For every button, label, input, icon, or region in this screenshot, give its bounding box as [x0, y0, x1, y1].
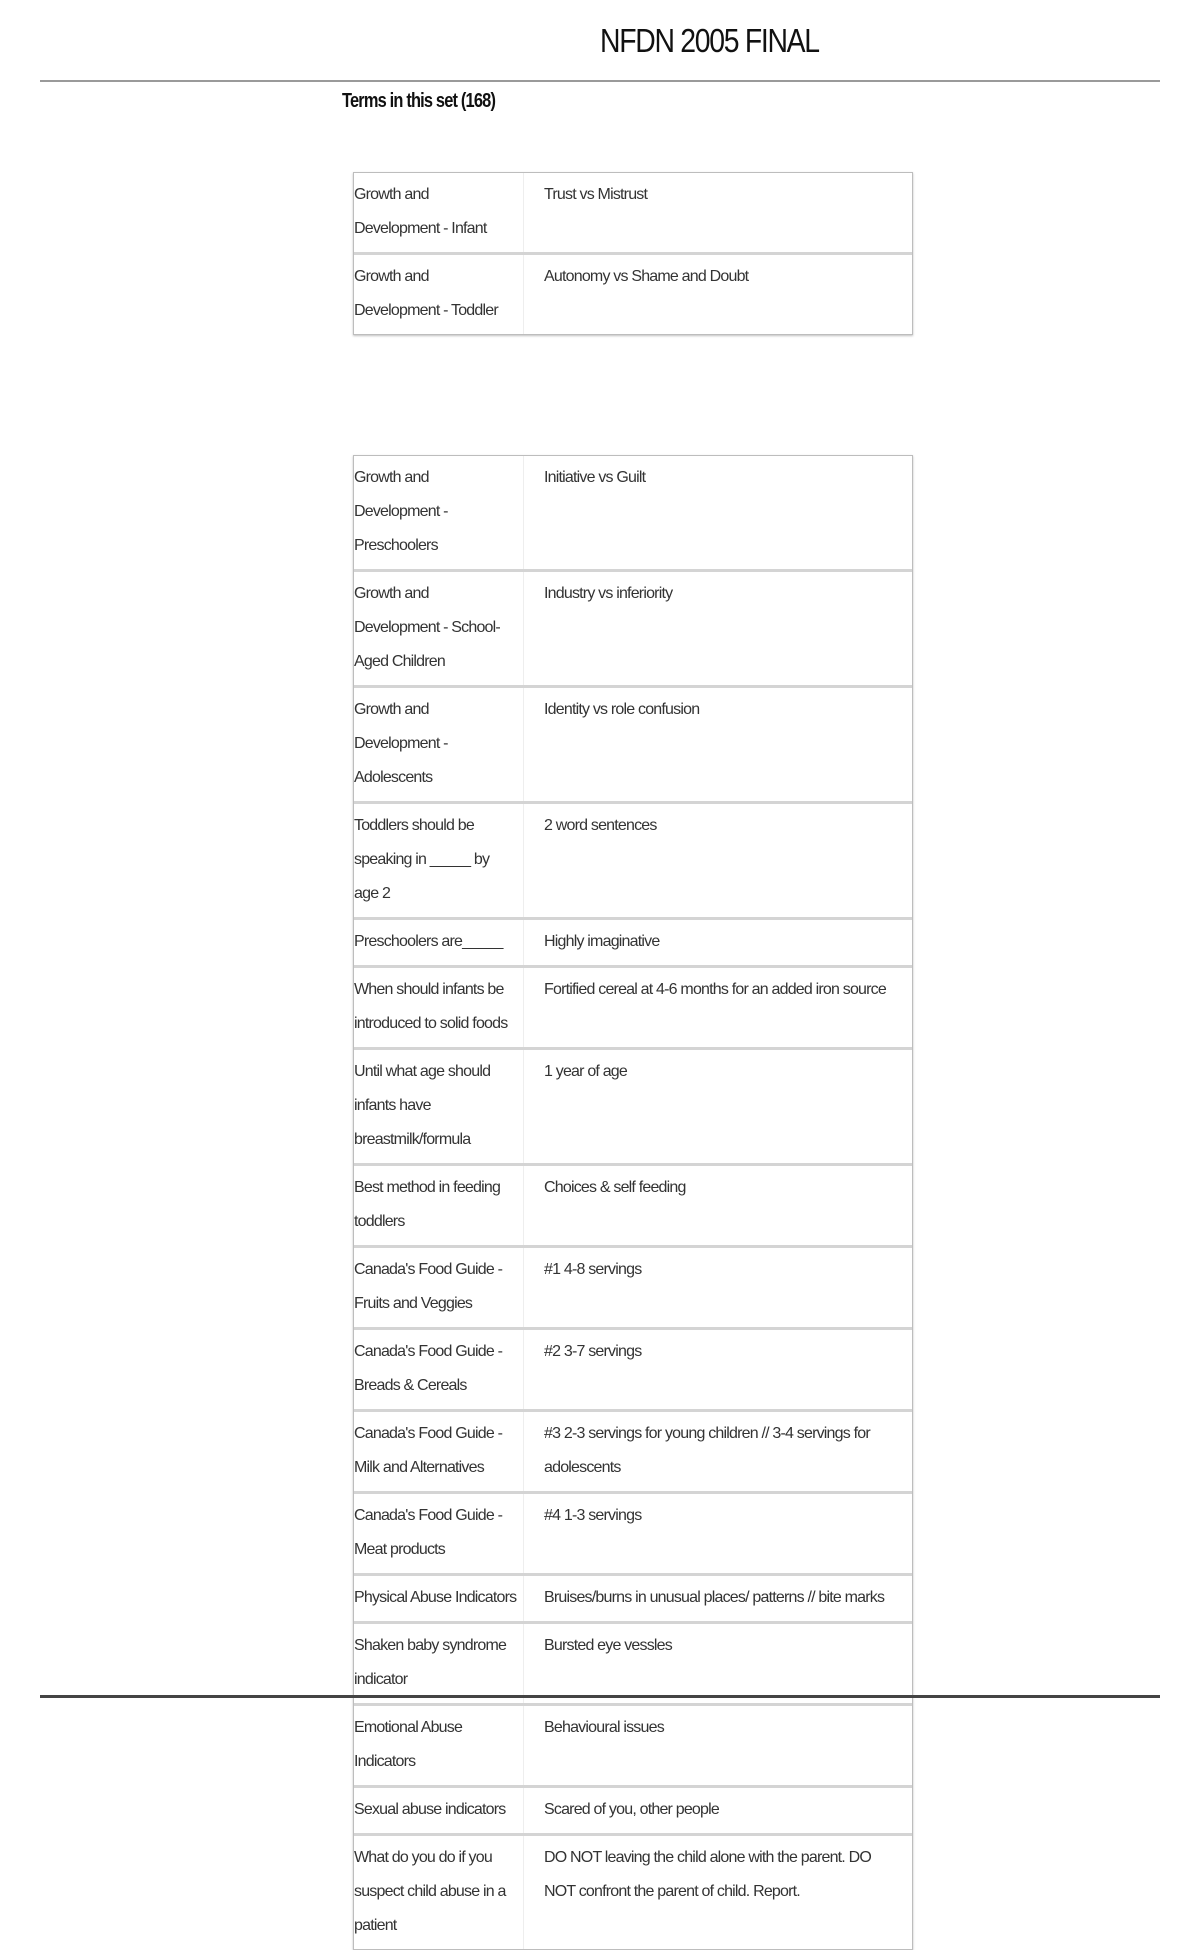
term-text: Canada's Food Guide - Meat products — [354, 1494, 524, 1573]
term-row — [354, 1836, 912, 1949]
term-row — [354, 688, 912, 804]
term-text: Toddlers should be speaking in _____ by age 2 — [354, 804, 524, 917]
definition-text: Trust vs Mistrust — [544, 186, 648, 203]
term-row — [354, 1788, 912, 1836]
term-text: When should infants be introduced to solid foods — [354, 968, 524, 1047]
term-row — [354, 1576, 912, 1624]
definition-text: Behavioural issues — [544, 1719, 664, 1736]
definition-text: Bruises/burns in unusual places/ patterns // bite marks — [544, 1589, 885, 1606]
definition-text: #1 4-8 servings — [544, 1261, 642, 1278]
term-text: Shaken baby syndrome indicator — [354, 1624, 524, 1703]
definition-text: Industry vs inferiority — [544, 585, 673, 602]
definition-text: #2 3-7 servings — [544, 1343, 642, 1360]
set-heading: Terms in this set (168) — [342, 90, 496, 112]
definition-text: 2 word sentences — [544, 817, 657, 834]
term-text: Preschoolers are_____ — [354, 920, 524, 965]
term-row — [354, 804, 912, 920]
term-group-2 — [353, 455, 913, 1950]
term-row — [354, 1494, 912, 1576]
term-row — [354, 968, 912, 1050]
definition-text: Highly imaginative — [544, 933, 660, 950]
term-text: Growth and Development - School-Aged Children — [354, 572, 524, 685]
term-text: Emotional Abuse Indicators — [354, 1706, 524, 1785]
term-row — [354, 1706, 912, 1788]
footer-divider — [40, 1695, 1160, 1698]
term-row — [354, 1412, 912, 1494]
document-title: NFDN 2005 FINAL — [600, 22, 819, 59]
definition-text: 1 year of age — [544, 1063, 627, 1080]
term-group-1 — [353, 172, 913, 335]
term-text: Growth and Development - Preschoolers — [354, 456, 524, 569]
term-text: Canada's Food Guide - Fruits and Veggies — [354, 1248, 524, 1327]
term-row — [354, 255, 912, 334]
term-row — [354, 1166, 912, 1248]
definition-text: Scared of you, other people — [544, 1801, 719, 1818]
definition-text: #3 2-3 servings for young children // 3-4 servings for adolescents — [544, 1425, 870, 1476]
definition-text: Autonomy vs Shame and Doubt — [544, 268, 749, 285]
definition-text: Fortified cereal at 4-6 months for an added iron source — [544, 981, 886, 998]
definition-text: #4 1-3 servings — [544, 1507, 642, 1524]
term-row — [354, 456, 912, 572]
definition-text: Identity vs role confusion — [544, 701, 700, 718]
header-divider — [40, 80, 1160, 82]
term-text: Best method in feeding toddlers — [354, 1166, 524, 1245]
term-text: Growth and Development - Infant — [354, 173, 524, 252]
term-text: Growth and Development - Adolescents — [354, 688, 524, 801]
term-text: Physical Abuse Indicators — [354, 1576, 524, 1621]
term-text: Until what age should infants have breastmilk/formula — [354, 1050, 524, 1163]
term-text: Sexual abuse indicators — [354, 1788, 524, 1833]
term-row — [354, 173, 912, 255]
term-text: Canada's Food Guide - Breads & Cereals — [354, 1330, 524, 1409]
term-row — [354, 1050, 912, 1166]
term-row — [354, 920, 912, 968]
term-row — [354, 1248, 912, 1330]
term-row — [354, 1330, 912, 1412]
term-row — [354, 572, 912, 688]
definition-text: Choices & self feeding — [544, 1179, 686, 1196]
term-row — [354, 1624, 912, 1706]
definition-text: Bursted eye vessles — [544, 1637, 672, 1654]
term-text: Canada's Food Guide - Milk and Alternatives — [354, 1412, 524, 1491]
definition-text: Initiative vs Guilt — [544, 469, 646, 486]
term-text: What do you do if you suspect child abuse in a patient — [354, 1836, 524, 1949]
definition-text: DO NOT leaving the child alone with the parent. DO NOT confront the parent of child. Report. — [544, 1849, 872, 1900]
term-text: Growth and Development - Toddler — [354, 255, 524, 334]
